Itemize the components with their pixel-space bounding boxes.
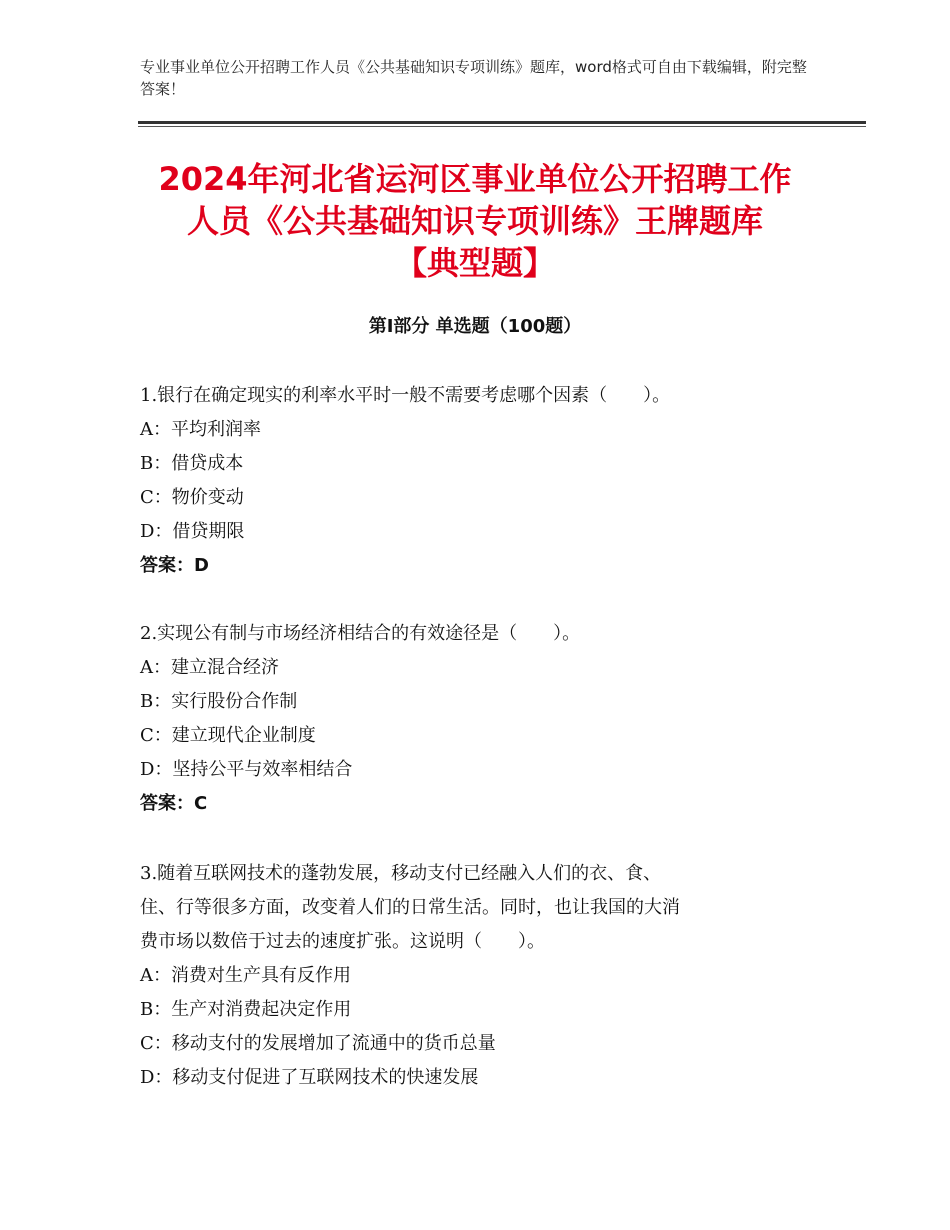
option-d: D：借贷期限 — [140, 521, 245, 542]
question-1 — [140, 379, 820, 583]
question-stem-line-2: 住、行等很多方面，改变着人们的日常生活。同时，也让我国的大消 — [140, 897, 680, 918]
answer-key: 答案：C — [140, 793, 208, 814]
title-line-3: 【典型题】 — [394, 244, 555, 282]
answer-key: 答案：D — [140, 555, 209, 576]
title-line-2: 人员《公共基础知识专项训练》王牌题库 — [186, 202, 763, 240]
header-divider-thick — [138, 121, 866, 124]
header-note: 专业事业单位公开招聘工作人员《公共基础知识专项训练》题库，word格式可自由下载编辑，附完整答案！ — [140, 58, 807, 98]
option-c: C：物价变动 — [140, 487, 244, 508]
section-heading: 第Ⅰ部分 单选题（100题） — [368, 316, 582, 337]
option-a: A：平均利润率 — [140, 419, 261, 440]
option-d: D：移动支付促进了互联网技术的快速发展 — [140, 1067, 479, 1088]
option-d: D：坚持公平与效率相结合 — [140, 759, 353, 780]
option-b: B：实行股份合作制 — [140, 691, 298, 712]
option-c: C：移动支付的发展增加了流通中的货币总量 — [140, 1033, 496, 1054]
question-stem-line-3: 费市场以数倍于过去的速度扩张。这说明（ ）。 — [140, 931, 545, 952]
question-stem-line-1: 3.随着互联网技术的蓬勃发展，移动支付已经融入人们的衣、食、 — [140, 863, 662, 884]
header-divider-thin — [138, 126, 866, 127]
option-a: A：建立混合经济 — [140, 657, 279, 678]
document-title — [100, 158, 850, 284]
option-b: B：借贷成本 — [140, 453, 244, 474]
question-3 — [140, 857, 820, 1095]
question-2 — [140, 617, 820, 821]
option-a: A：消费对生产具有反作用 — [140, 965, 351, 986]
question-stem: 1.银行在确定现实的利率水平时一般不需要考虑哪个因素（ ）。 — [140, 385, 671, 406]
option-b: B：生产对消费起决定作用 — [140, 999, 352, 1020]
option-c: C：建立现代企业制度 — [140, 725, 316, 746]
question-stem: 2.实现公有制与市场经济相结合的有效途径是（ ）。 — [140, 623, 581, 644]
title-line-1: 2024年河北省运河区事业单位公开招聘工作 — [158, 160, 792, 198]
